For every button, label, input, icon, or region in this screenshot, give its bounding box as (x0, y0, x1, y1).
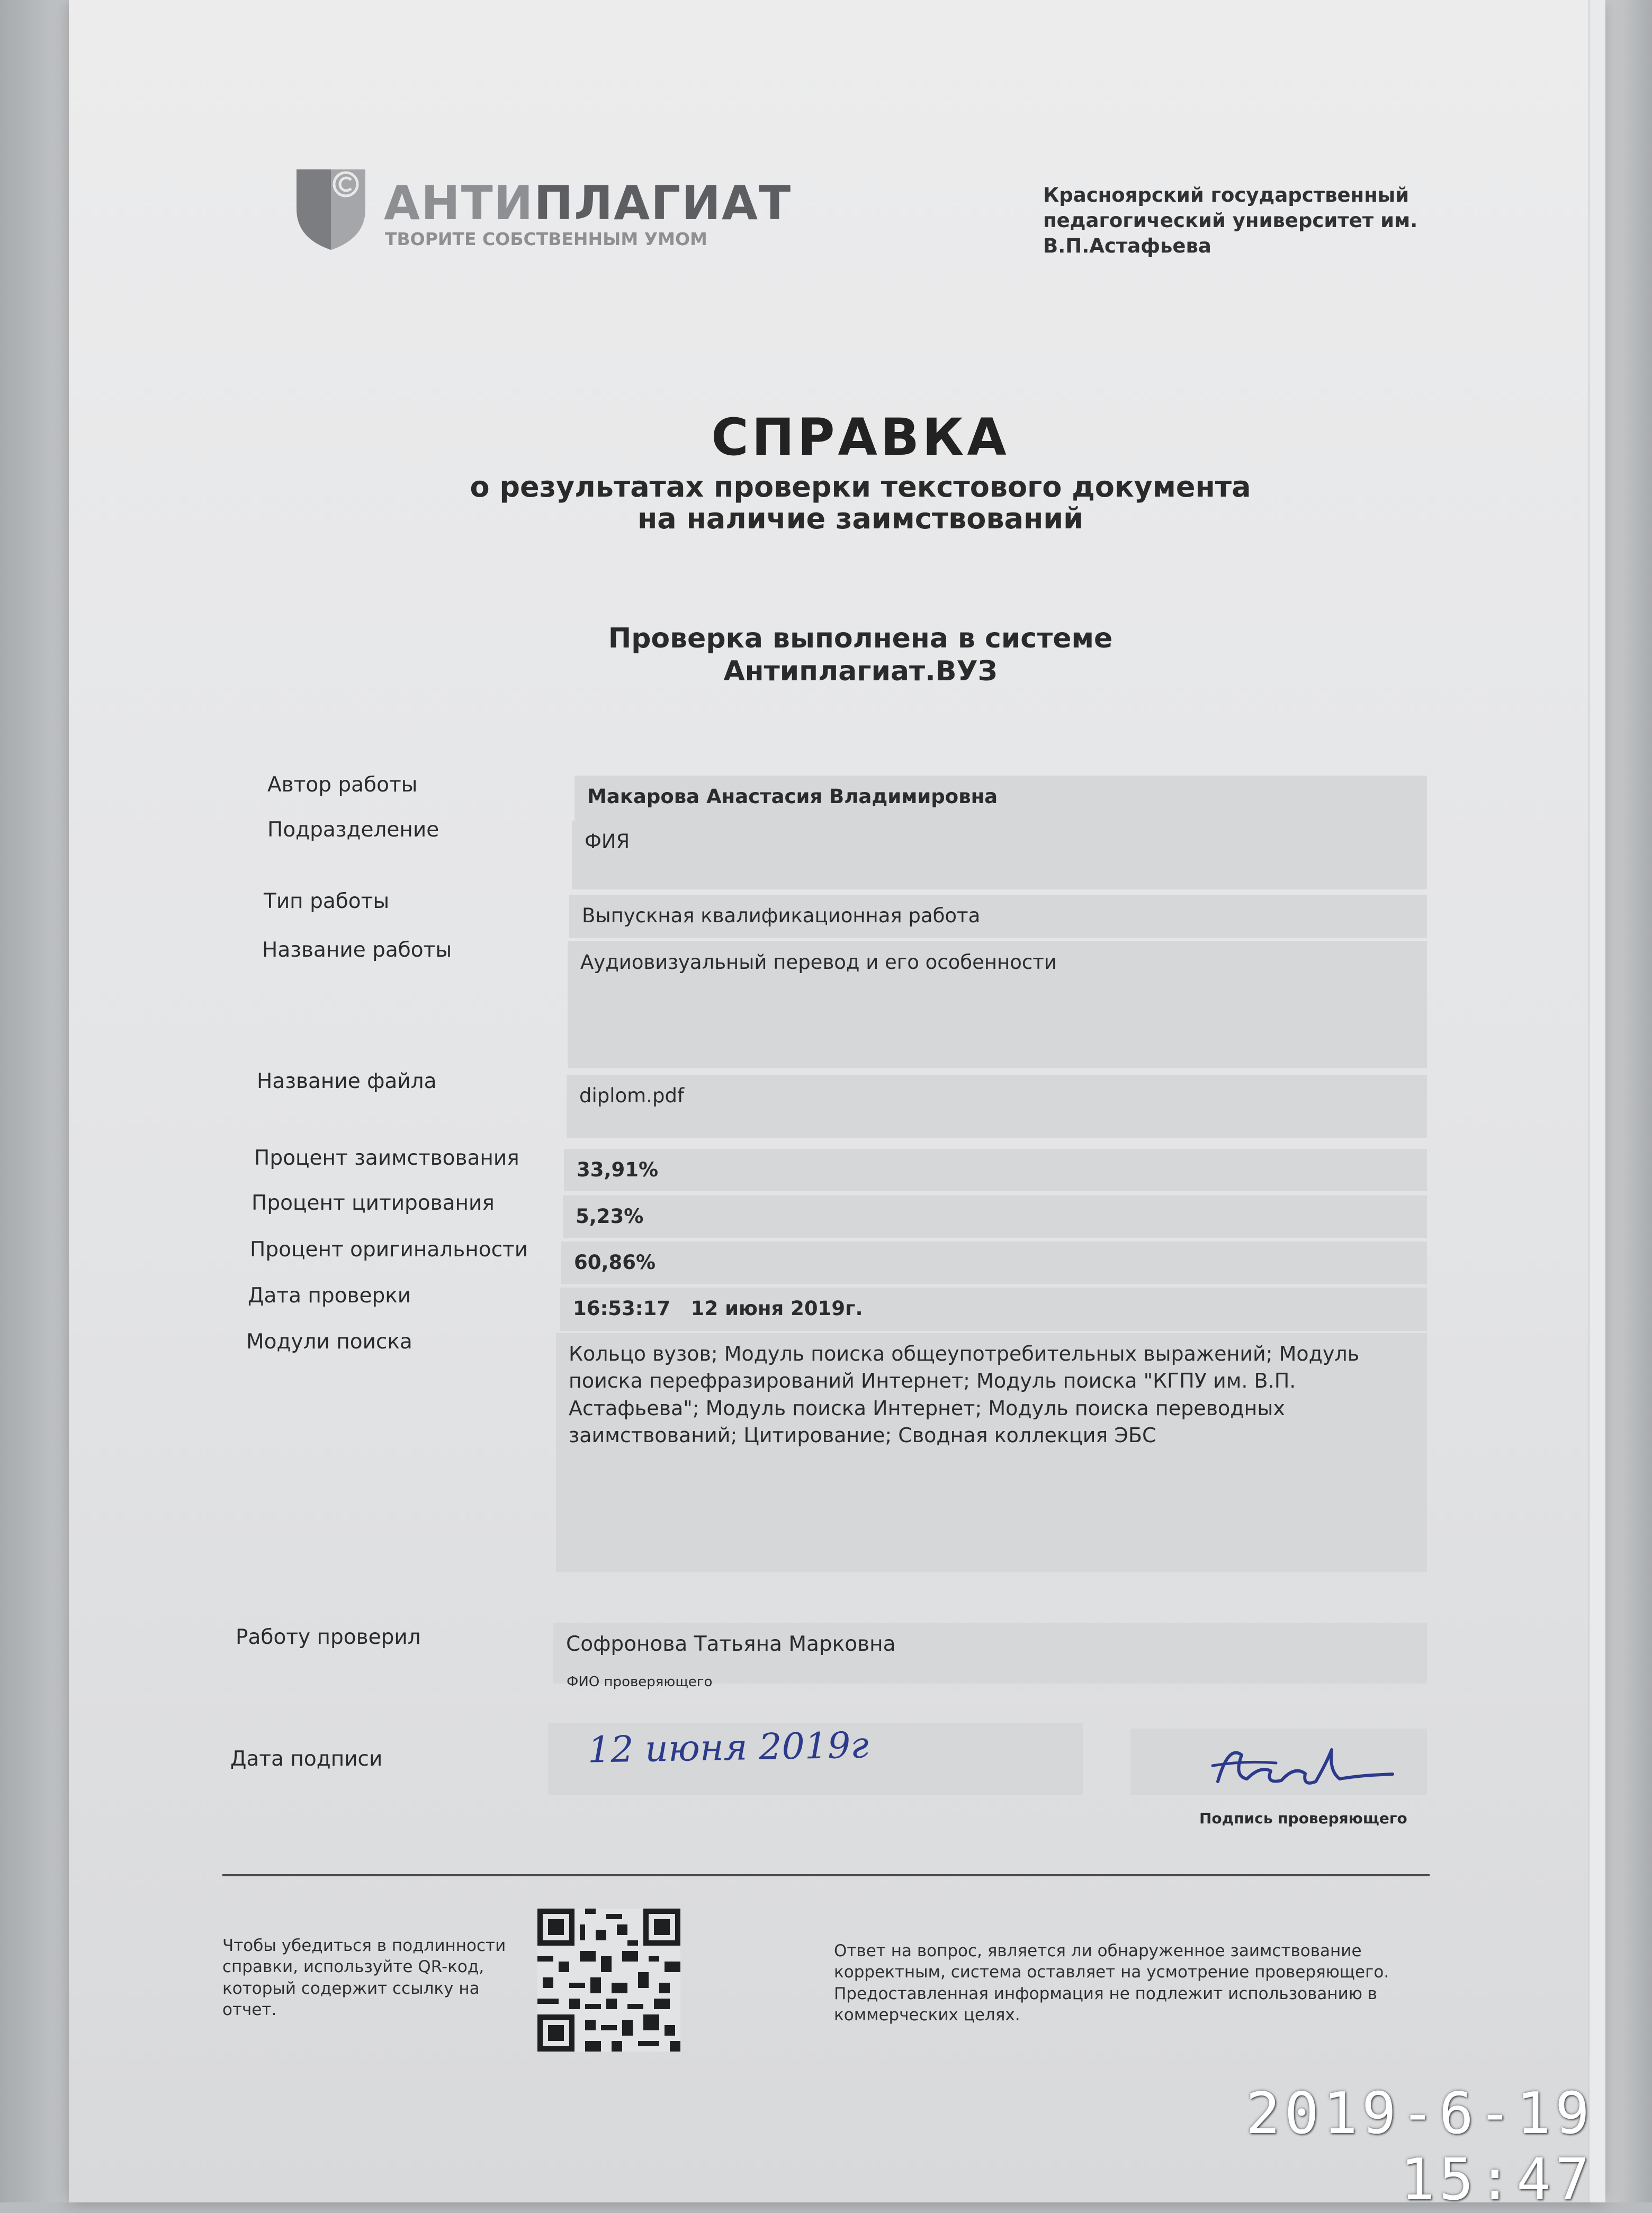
photo-timestamp: 2019-6-19 15:47 (1245, 2081, 1594, 2213)
logo-wordmark: АНТИПЛАГИАТ (384, 176, 792, 230)
check-date-label: Дата проверки (248, 1284, 411, 1308)
sign-date-label: Дата подписи (230, 1747, 383, 1771)
originality-label: Процент оригинальности (250, 1238, 528, 1262)
system-caption: Проверка выполнена в системе Антиплагиат.ВУЗ (608, 623, 1113, 688)
qr-instructions: Чтобы убедиться в подлинности справки, используйте QR-код, который содержит ссылку на отчет. (222, 1936, 506, 2019)
citation-label: Процент цитирования (252, 1191, 495, 1215)
work-title-value: Аудиовизуальный перевод и его особенности (568, 941, 1427, 1068)
antiplagiat-logo (294, 164, 792, 254)
checker-value: Софронова Татьяна Марковна (553, 1623, 1427, 1684)
check-date-value: 16:53:17 12 июня 2019г. (560, 1288, 1427, 1331)
page-stack-edge (1588, 0, 1605, 2202)
modules-value: Кольцо вузов; Модуль поиска общеупотребительных выражений; Модуль поиска перефразирований Интернет; Модуль поиска "КГПУ им. В.П. Астафьева"; Модуль поиска Интернет; Модуль поиска переводных заимствований; Цитирование; Сводная коллекция ЭБС (556, 1333, 1427, 1572)
work-type-value: Выпускная квалификационная работа (569, 895, 1427, 938)
department-value: ФИЯ (572, 821, 1427, 889)
file-name-value: diplom.pdf (567, 1075, 1427, 1138)
disclaimer: Ответ на вопрос, является ли обнаруженное заимствование корректным, система оставляет на усмотрение проверяющего. Предоставленная информация не подлежит использованию в коммерческих целях. (834, 1941, 1389, 2025)
footer-divider (222, 1874, 1430, 1876)
document-subtitle: о результатах проверки текстового документа на наличие заимствований (470, 470, 1251, 536)
department-label: Подразделение (267, 818, 439, 842)
originality-value: 60,86% (561, 1242, 1427, 1284)
author-label: Автор работы (267, 773, 418, 797)
checker-hint: ФИО проверяющего (567, 1674, 713, 1690)
logo-slogan: ТВОРИТЕ СОБСТВЕННЫМ УМОМ (385, 229, 707, 249)
borrowing-label: Процент заимствования (254, 1146, 519, 1170)
shield-copyright-icon (294, 164, 368, 251)
document-title: СПРАВКА (711, 408, 1010, 467)
desk-background (0, 0, 79, 2202)
work-type-label: Тип работы (264, 889, 390, 913)
file-name-label: Название файла (257, 1069, 437, 1093)
handwritten-signature (1197, 1734, 1419, 1803)
qr-code-icon[interactable] (537, 1909, 680, 2052)
university-name: Красноярский государственный педагогический университет им. В.П.Астафьева (1043, 184, 1418, 258)
work-title-label: Название работы (262, 938, 452, 962)
modules-label: Модули поиска (246, 1330, 412, 1354)
handwritten-sign-date: 12 июня 2019г (587, 1724, 869, 1771)
borrowing-value: 33,91% (564, 1149, 1427, 1191)
signature-caption: Подпись проверяющего (1199, 1810, 1407, 1827)
citation-value: 5,23% (563, 1195, 1427, 1238)
checker-label: Работу проверил (236, 1625, 421, 1649)
author-value: Макарова Анастасия Владимировна (574, 776, 1427, 821)
